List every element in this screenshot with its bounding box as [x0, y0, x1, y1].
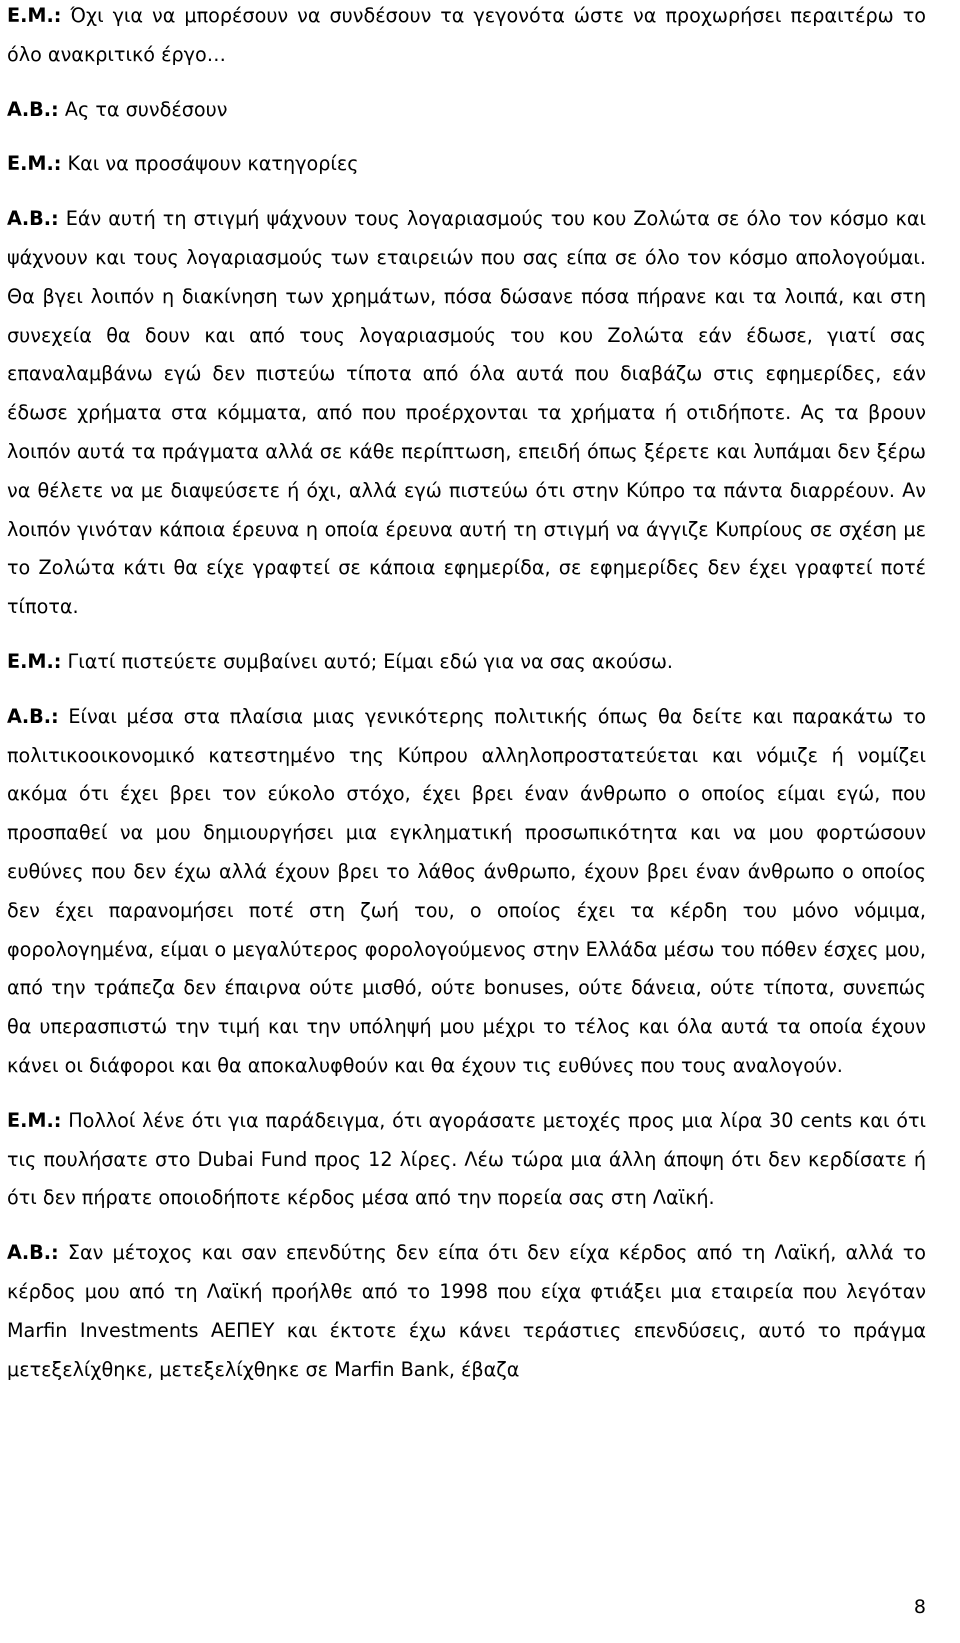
- paragraph-text: Και να προσάψουν κατηγορίες: [61, 152, 359, 176]
- paragraph: [7, 698, 926, 1086]
- speaker-label: Ε.Μ.:: [7, 152, 62, 176]
- paragraph: [7, 0, 926, 75]
- paragraph: [7, 1234, 926, 1389]
- page-number: 8: [913, 1596, 926, 1618]
- paragraph-text: Πολλοί λένε ότι για παράδειγμα, ότι αγοράσατε μετοχές προς μια λίρα 30 cents και ότι τις πουλήσατε στο Dubai Fund προς 12 λίρες. Λέω τώρα μια άλλη άποψη ότι δεν κερδίσατε ή ότι δεν πήρατε οποιοδήποτε κέρδος μέσα από την πορεία σας στη Λαϊκή.: [7, 1108, 926, 1210]
- speaker-label: Ε.Μ.:: [7, 4, 62, 27]
- speaker-label: Α.Β.:: [7, 97, 59, 121]
- paragraph: [7, 200, 926, 627]
- paragraph-text: Όχι για να μπορέσουν να συνδέσουν τα γεγονότα ώστε να προχωρήσει περαιτέρω το όλο ανακριτικό έργο…: [7, 4, 926, 66]
- paragraph-text: Γιατί πιστεύετε συμβαίνει αυτό; Είμαι εδώ για να σας ακούσω.: [61, 649, 673, 673]
- paragraph-text: Είναι μέσα στα πλαίσια μιας γενικότερης πολιτικής όπως θα δείτε και παρακάτω το πολιτικοοικονομικό κατεστημένο της Κύπρου αλληλοπροστατεύεται και νόμιζε ή νομίζει ακόμα ότι έχει βρει τον εύκολο στόχο, έχει βρει έναν άνθρωπο ο οποίος είμαι εγώ, που προσπαθεί να μου δημιουργήσει μια εγκληματική προσωπικότητα και να μου φορτώσουν ευθύνες που δεν έχω αλλά έχουν βρει το λάθος άνθρωπο, έχουν βρει έναν άνθρωπο ο οποίος δεν έχει παρανομήσει ποτέ στη ζωή του, ο οποίος έχει τα κέρδη του μόνο νόμιμα, φορολογημένα, είμαι ο μεγαλύτερος φορολογούμενος στην Ελλάδα μέσω του πόθεν έσχες μου, από την τράπεζα δεν έπαιρνα ούτε μισθό, ούτε bonuses, ούτε δάνεια, ούτε τίποτα, συνεπώς θα υπερασπιστώ την τιμή και την υπόληψή μου μέχρι το τέλος και όλα αυτά τα οποία έχουν κάνει οι διάφοροι και θα αποκαλυφθούν και θα έχουν τις ευθύνες που τους αναλογούν.: [7, 704, 926, 1077]
- paragraph: [7, 91, 926, 130]
- paragraph-text: Σαν μέτοχος και σαν επενδύτης δεν είπα ότι δεν είχα κέρδος από τη Λαϊκή, αλλά το κέρδος μου από τη Λαϊκή προήλθε από το 1998 που είχα φτιάξει μια εταιρεία που λεγόταν Marfin Investments ΑΕΠΕΥ και έκτοτε έχω κάνει τεράστιες επενδύσεις, αυτό το πράγμα μετεξελίχθηκε, μετεξελίχθηκε σε Marfin Bank, έβαζα: [7, 1241, 926, 1381]
- paragraph-text: Ας τα συνδέσουν: [58, 97, 228, 121]
- speaker-label: Ε.Μ.:: [7, 1108, 62, 1132]
- paragraph: [7, 145, 926, 184]
- paragraph-text: Εάν αυτή τη στιγμή ψάχνουν τους λογαριασμούς του κου Ζολώτα σε όλο τον κόσμο και ψάχνουν και τους λογαριασμούς των εταιρειών που σας είπα σε όλο τον κόσμο απολογούμαι. Θα βγει λοιπόν η διακίνηση των χρημάτων, πόσα δώσανε πόσα πήρανε και τα λοιπά, και στη συνεχεία θα δουν και από τους λογαριασμούς του κου Ζολώτα εάν έδωσε, γιατί σας επαναλαμβάνω εγώ δεν πιστεύω τίποτα από όλα αυτά που διαβάζω στις εφημερίδες, εάν έδωσε χρήματα στα κόμματα, από που προέρχονται τα χρήματα ή οτιδήποτε. Ας τα βρουν λοιπόν αυτά τα πράγματα αλλά σε κάθε περίπτωση, επειδή όπως ξέρετε και λυπάμαι δεν ξέρω να θέλετε να με διαψεύσετε ή όχι, αλλά εγώ πιστεύω ότι στην Κύπρο τα πάντα διαρρέουν. Αν λοιπόν γινόταν κάποια έρευνα η οποία έρευνα αυτή τη στιγμή να άγγιζε Κυπρίους σε σχέση με το Ζολώτα κάτι θα είχε γραφτεί σε κάποια εφημερίδα, σε εφημερίδες δεν έχει γραφτεί ποτέ τίποτα.: [7, 207, 926, 619]
- speaker-label: Ε.Μ.:: [7, 649, 62, 673]
- speaker-label: Α.Β.:: [7, 1241, 59, 1265]
- speaker-label: Α.Β.:: [7, 704, 59, 728]
- paragraph: [7, 1102, 926, 1218]
- paragraph: [7, 643, 926, 682]
- speaker-label: Α.Β.:: [7, 207, 59, 231]
